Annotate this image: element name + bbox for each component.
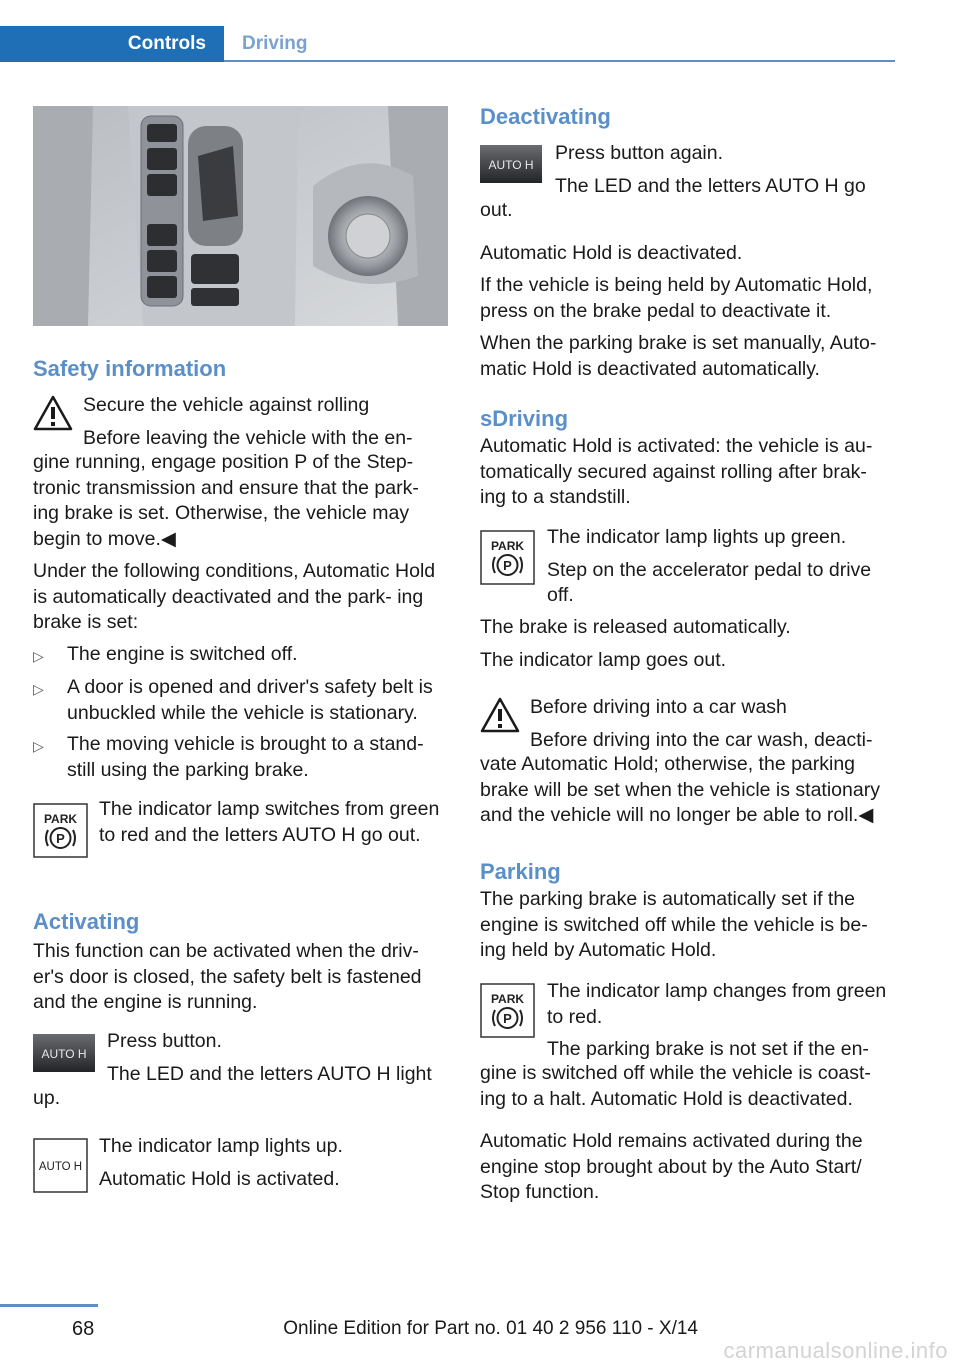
- activating-steps: [107, 1029, 447, 1087]
- held-text: If the vehicle is being held by Automatic Hold, press on the brake pedal to deactivate it.: [480, 274, 873, 322]
- park-symbol: P: [503, 558, 512, 573]
- warning-1-text: gine running, engage position P of the Step‐ tronic transmission and ensure that the park‐ ing brake is set. Otherwise, the vehicle may begin to move.◀: [33, 451, 419, 550]
- parking-text: The parking brake is automatically set if the engine is switched off while the vehicle is be‐ ing held by Automatic Hold.: [480, 888, 868, 961]
- sdriving-text: Automatic Hold is activated: the vehicle is au‐ tomatically secured against rolling after brak‐ ing to a standstill.: [480, 435, 873, 508]
- sdriving-steps: [547, 525, 892, 609]
- auto-h-button-icon: [480, 145, 542, 188]
- auto-h-label: AUTO H: [41, 1047, 87, 1061]
- page-number: 68: [72, 1318, 95, 1340]
- page-header: [0, 0, 895, 62]
- footer-rule: [0, 1304, 98, 1307]
- center-console-photo: [33, 106, 448, 326]
- hold-activated-text: Automatic Hold is activated.: [99, 1167, 340, 1190]
- list-item: [33, 732, 448, 783]
- led-light-up-cont: [33, 1086, 448, 1112]
- bullet-marker: ▷: [33, 738, 44, 754]
- press-again-text: Press button again.: [555, 142, 724, 164]
- safety-heading: Safety information: [33, 356, 227, 381]
- parking-section: [480, 858, 895, 964]
- park-label: PARK: [43, 812, 78, 826]
- warning-1-body: [33, 450, 448, 783]
- park-note-text: The indicator lamp switches from green to red and the letters AUTO H go out.: [99, 798, 440, 846]
- remains-text: Automatic Hold remains activated during the engine stop brought about by the Auto Start/ Stop function.: [480, 1130, 863, 1203]
- released-text: The brake is released automatically.: [480, 616, 791, 638]
- deactivating-body: [480, 198, 895, 382]
- goes-out-text: The indicator lamp goes out.: [480, 648, 727, 671]
- park-label: PARK: [490, 539, 525, 553]
- green-lamp-text: The indicator lamp lights up green.: [547, 526, 847, 548]
- list-item: [33, 642, 448, 670]
- auto-h-indicator-label: AUTO H: [38, 1161, 83, 1173]
- auto-h-label: AUTO H: [488, 158, 534, 172]
- sdriving-heading: sDriving: [480, 406, 569, 431]
- parking-heading: Parking: [480, 859, 561, 884]
- activating-text: This function can be activated when the driv‐ er's door is closed, the safety belt is fastened and the engine is running.: [33, 940, 422, 1013]
- park-label: PARK: [490, 992, 525, 1006]
- led-go-out-text-2: out.: [480, 199, 513, 221]
- left-column: [33, 355, 448, 383]
- bullet-marker: ▷: [33, 647, 44, 664]
- led-light-up-text-2: up.: [33, 1087, 61, 1109]
- auto-h-indicator-icon: [33, 1138, 88, 1198]
- warning-2-head: [530, 695, 895, 753]
- list-item-text: A door is opened and driver's safety belt is unbuckled while the vehicle is stationary.: [67, 676, 433, 724]
- parking-after: [480, 1061, 895, 1206]
- watermark: carmanualsonline.info: [723, 1338, 948, 1362]
- sdriving-after: [480, 615, 895, 673]
- deactivating-heading: Deactivating: [480, 104, 611, 129]
- led-light-up-text: The LED and the letters AUTO H light: [107, 1062, 432, 1085]
- park-symbol: P: [56, 831, 65, 846]
- conditions-text: Under the following conditions, Automatic Hold is automatically deactivated and the park‐ ing brake is set:: [33, 560, 436, 633]
- park-brake-icon: [33, 803, 88, 863]
- lamp-lights-up-text: The indicator lamp lights up.: [99, 1135, 343, 1157]
- edition-text: Online Edition for Part no. 01 40 2 956 110 - X/14: [283, 1318, 698, 1339]
- auto-h-button-icon: [33, 1034, 95, 1077]
- conditions-list: [33, 642, 448, 784]
- warning-1-head: [83, 393, 443, 451]
- list-item: [33, 675, 448, 726]
- list-item-text: The engine is switched off.: [67, 642, 298, 665]
- step-on-text: Step on the accelerator pedal to drive off.: [547, 558, 872, 606]
- warning-2-line1: Before driving into the car wash, deacti‐: [530, 728, 873, 751]
- changes-text: The indicator lamp changes from green to red.: [547, 980, 887, 1028]
- parking-steps: [547, 979, 895, 1063]
- warning-2-text: vate Automatic Hold; otherwise, the parking brake will be set when the vehicle is stationary and the vehicle will no longer be able to roll.◀: [480, 753, 880, 826]
- press-button-text: Press button.: [107, 1030, 222, 1052]
- deactivated-text: Automatic Hold is deactivated.: [480, 241, 743, 264]
- activating-section: [33, 908, 448, 1016]
- not-set-text: The parking brake is not set if the en‐: [547, 1038, 869, 1060]
- park-brake-icon: [480, 983, 535, 1043]
- sdriving-section: [480, 405, 895, 511]
- not-set-text-2: gine is switched off while the vehicle is coast‐ ing to a halt. Automatic Hold is deactivated.: [480, 1062, 871, 1110]
- warning-1-title: Secure the vehicle against rolling: [83, 394, 370, 416]
- park-note: [99, 797, 449, 848]
- deactivating-section: [480, 103, 895, 131]
- led-go-out-text: The LED and the letters AUTO H go: [555, 174, 866, 197]
- warning-icon: [480, 697, 520, 738]
- warning-2-body: [480, 752, 895, 829]
- warning-1-line1: Before leaving the vehicle with the en‐: [83, 426, 413, 449]
- park-symbol: P: [503, 1011, 512, 1026]
- park-brake-icon: [480, 530, 535, 590]
- deactivating-steps: [555, 141, 895, 199]
- tab-controls[interactable]: Controls: [0, 26, 224, 62]
- manual-text: When the parking brake is set manually, Auto‐ matic Hold is deactivated automatically.: [480, 332, 877, 380]
- indicator-steps: [99, 1134, 449, 1192]
- warning-icon: [33, 395, 73, 436]
- warning-2-title: Before driving into a car wash: [530, 696, 787, 718]
- bullet-marker: ▷: [33, 681, 44, 697]
- activating-heading: Activating: [33, 909, 140, 934]
- tab-driving[interactable]: Driving: [242, 33, 308, 54]
- list-item-text: The moving vehicle is brought to a stand‐ still using the parking brake.: [67, 733, 424, 781]
